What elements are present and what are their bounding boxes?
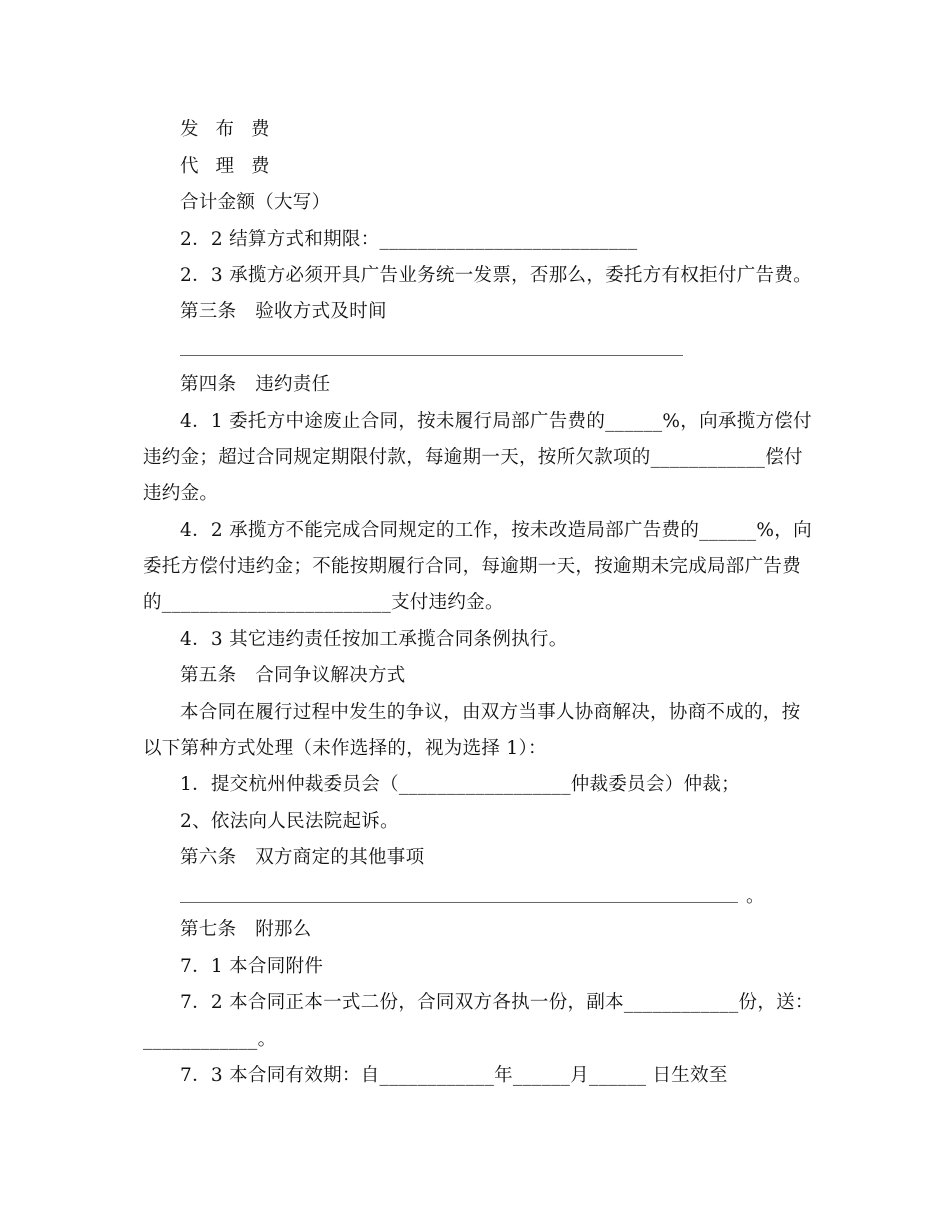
clause-4-2-line1: 4．2 承揽方不能完成合同规定的工作，按未改造局部广告费的______%，向 bbox=[180, 520, 812, 541]
clause-4-2-line2: 委托方偿付违约金；不能按期履行合同，每逾期一天，按逾期未完成局部广告费 bbox=[143, 556, 802, 577]
article-5-text-line1: 本合同在履行过程中发生的争议，由双方当事人协商解决，协商不成的，按 bbox=[180, 702, 801, 723]
clause-4-3: 4．3 其它违约责任按加工承揽合同条例执行。 bbox=[180, 629, 568, 650]
article-5-heading: 第五条 合同争议解决方式 bbox=[180, 665, 406, 686]
article-6-heading: 第六条 双方商定的其他事项 bbox=[180, 847, 425, 868]
fee-agency-label: 代理费 bbox=[180, 156, 287, 177]
clause-4-2-line3: 的________________________支付违约金。 bbox=[143, 592, 504, 613]
blank-line-article-3 bbox=[180, 355, 683, 356]
clause-2-3: 2．3 承揽方必须开具广告业务统一发票，否那么，委托方有权拒付广告费。 bbox=[180, 265, 812, 286]
article-5-text-line2: 以下第种方式处理（未作选择的，视为选择 1）： bbox=[143, 738, 547, 759]
clause-7-3: 7．3 本合同有效期：自____________年______月______ 日生效至 bbox=[180, 1065, 728, 1086]
article-6-period: 。 bbox=[746, 886, 765, 907]
blank-line-article-6 bbox=[180, 902, 738, 903]
option-2-court: 2、依法向人民法院起诉。 bbox=[180, 811, 399, 832]
clause-7-1: 7．1 本合同附件 bbox=[180, 956, 324, 977]
clause-2-2: 2．2 结算方式和期限：___________________________ bbox=[180, 229, 638, 250]
total-amount-label: 合计金额（大写） bbox=[180, 192, 331, 213]
clause-4-1-line3: 违约金。 bbox=[143, 483, 219, 504]
clause-7-2-line2: ____________。 bbox=[143, 1029, 277, 1050]
article-3-heading: 第三条 验收方式及时间 bbox=[180, 301, 387, 322]
clause-7-2-line1: 7．2 本合同正本一式二份，合同双方各执一份，副本____________份，送： bbox=[180, 992, 814, 1013]
option-1-arbitration: 1．提交杭州仲裁委员会（__________________仲裁委员会）仲裁； bbox=[180, 774, 740, 795]
article-4-heading: 第四条 违约责任 bbox=[180, 374, 331, 395]
clause-4-1-line1: 4．1 委托方中途废止合同，按未履行局部广告费的______%，向承揽方偿付 bbox=[180, 411, 812, 432]
clause-4-1-line2: 违约金；超过合同规定期限付款，每逾期一天，按所欠款项的____________偿付 bbox=[143, 447, 803, 468]
fee-publish-label: 发布费 bbox=[180, 119, 287, 140]
article-7-heading: 第七条 附那么 bbox=[180, 919, 312, 940]
